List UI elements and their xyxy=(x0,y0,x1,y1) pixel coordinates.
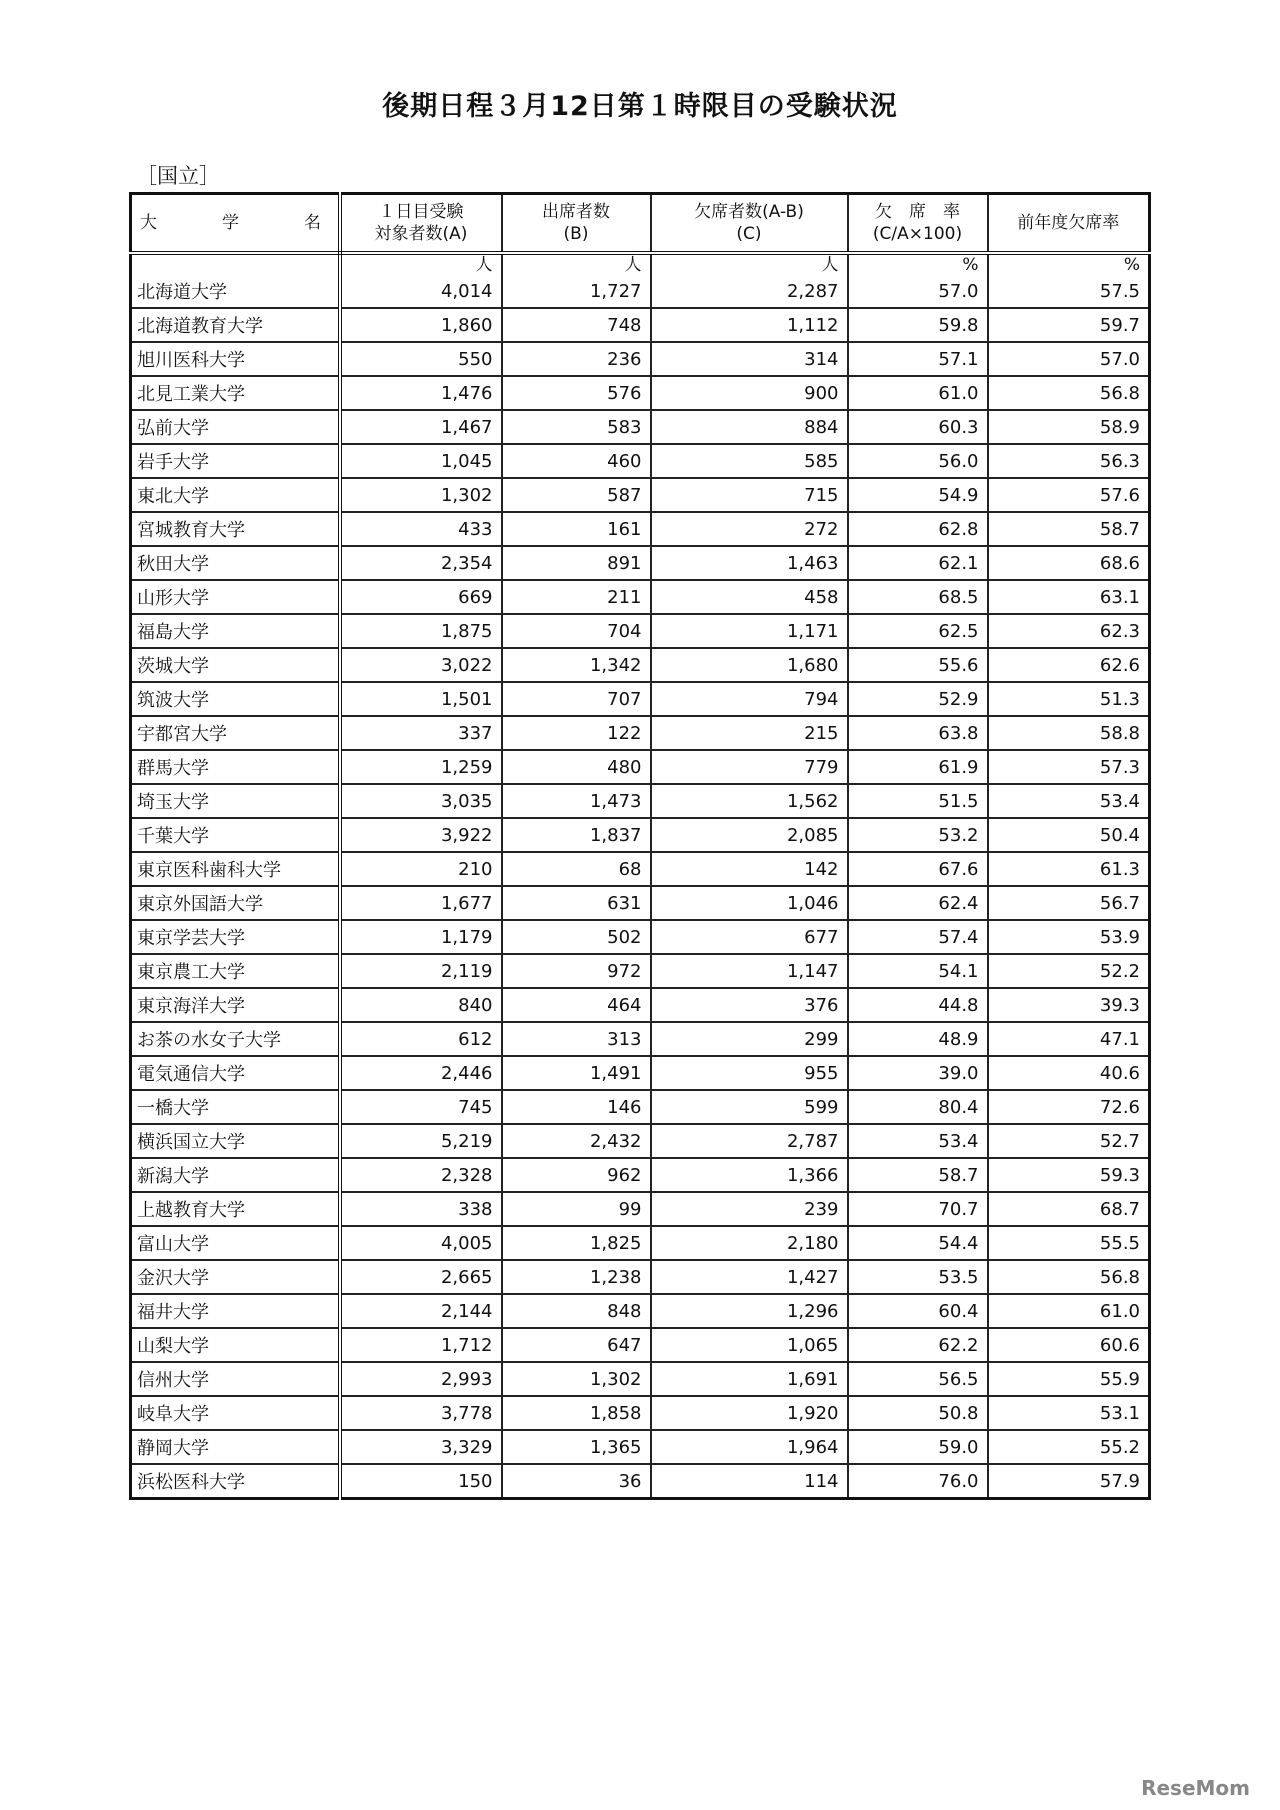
absent-count: 1,366 xyxy=(651,1158,848,1192)
table-row xyxy=(131,275,1150,308)
target-count: 1,501 xyxy=(340,682,502,716)
target-count: 5,219 xyxy=(340,1124,502,1158)
attended-count: 647 xyxy=(502,1328,651,1362)
absent-count: 1,920 xyxy=(651,1396,848,1430)
target-count: 433 xyxy=(340,512,502,546)
target-count: 1,712 xyxy=(340,1328,502,1362)
absence-rate: 62.8 xyxy=(848,512,988,546)
attended-count: 460 xyxy=(502,444,651,478)
page-title: 後期日程３月12日第１時限目の受験状況 xyxy=(382,91,898,122)
attended-count: 464 xyxy=(502,988,651,1022)
target-count: 337 xyxy=(340,716,502,750)
units-row xyxy=(131,253,1150,275)
attended-count: 36 xyxy=(502,1464,651,1499)
col-header-line1: 欠席者数(A-B) xyxy=(694,202,804,222)
attended-count: 1,342 xyxy=(502,648,651,682)
absence-rate: 63.8 xyxy=(848,716,988,750)
table-row xyxy=(131,648,1150,682)
attended-count: 1,365 xyxy=(502,1430,651,1464)
target-count: 745 xyxy=(340,1090,502,1124)
prev-absence-rate: 56.8 xyxy=(988,376,1150,410)
absence-rate: 39.0 xyxy=(848,1056,988,1090)
target-count: 3,922 xyxy=(340,818,502,852)
absent-count: 1,171 xyxy=(651,614,848,648)
table-row xyxy=(131,852,1150,886)
target-count: 1,179 xyxy=(340,920,502,954)
table-row xyxy=(131,444,1150,478)
absence-rate: 70.7 xyxy=(848,1192,988,1226)
unit-cell: 人 xyxy=(340,253,502,275)
prev-absence-rate: 62.3 xyxy=(988,614,1150,648)
prev-absence-rate: 51.3 xyxy=(988,682,1150,716)
absence-rate: 58.7 xyxy=(848,1158,988,1192)
table-row xyxy=(131,410,1150,444)
table-row xyxy=(131,342,1150,376)
absence-rate: 61.0 xyxy=(848,376,988,410)
attended-count: 848 xyxy=(502,1294,651,1328)
attended-count: 313 xyxy=(502,1022,651,1056)
prev-absence-rate: 55.2 xyxy=(988,1430,1150,1464)
section-label: ［国立］ xyxy=(136,164,220,188)
table-row xyxy=(131,682,1150,716)
university-name: 群馬大学 xyxy=(131,750,340,784)
table-row xyxy=(131,1124,1150,1158)
absent-count: 1,680 xyxy=(651,648,848,682)
absence-rate: 61.9 xyxy=(848,750,988,784)
absent-count: 599 xyxy=(651,1090,848,1124)
target-count: 1,677 xyxy=(340,886,502,920)
university-name: 茨城大学 xyxy=(131,648,340,682)
target-count: 2,665 xyxy=(340,1260,502,1294)
attended-count: 576 xyxy=(502,376,651,410)
absence-rate: 53.2 xyxy=(848,818,988,852)
prev-absence-rate: 57.3 xyxy=(988,750,1150,784)
attended-count: 1,491 xyxy=(502,1056,651,1090)
col-header-line2: (C/A×100) xyxy=(872,224,963,244)
university-name: 山形大学 xyxy=(131,580,340,614)
prev-absence-rate: 68.6 xyxy=(988,546,1150,580)
prev-absence-rate: 53.1 xyxy=(988,1396,1150,1430)
university-name: 信州大学 xyxy=(131,1362,340,1396)
absent-count: 955 xyxy=(651,1056,848,1090)
target-count: 550 xyxy=(340,342,502,376)
prev-absence-rate: 56.7 xyxy=(988,886,1150,920)
attended-count: 583 xyxy=(502,410,651,444)
table-row xyxy=(131,1464,1150,1499)
col-header-line2: (B) xyxy=(563,224,589,244)
target-count: 669 xyxy=(340,580,502,614)
attended-count: 99 xyxy=(502,1192,651,1226)
table-row xyxy=(131,308,1150,342)
university-name: 旭川医科大学 xyxy=(131,342,340,376)
attended-count: 1,302 xyxy=(502,1362,651,1396)
target-count: 150 xyxy=(340,1464,502,1499)
prev-absence-rate: 52.7 xyxy=(988,1124,1150,1158)
absent-count: 1,964 xyxy=(651,1430,848,1464)
unit-cell: % xyxy=(848,253,988,275)
university-name: 静岡大学 xyxy=(131,1430,340,1464)
table-row xyxy=(131,1226,1150,1260)
target-count: 3,022 xyxy=(340,648,502,682)
table-row xyxy=(131,1430,1150,1464)
university-name: 宇都宮大学 xyxy=(131,716,340,750)
table-row xyxy=(131,614,1150,648)
university-name: 北見工業大学 xyxy=(131,376,340,410)
attended-count: 587 xyxy=(502,478,651,512)
prev-absence-rate: 59.7 xyxy=(988,308,1150,342)
table-row xyxy=(131,478,1150,512)
absence-rate: 48.9 xyxy=(848,1022,988,1056)
absence-rate: 68.5 xyxy=(848,580,988,614)
prev-absence-rate: 59.3 xyxy=(988,1158,1150,1192)
target-count: 2,144 xyxy=(340,1294,502,1328)
attended-count: 211 xyxy=(502,580,651,614)
target-count: 338 xyxy=(340,1192,502,1226)
col-header-university xyxy=(131,194,345,254)
target-count: 4,014 xyxy=(340,275,502,308)
absent-count: 2,787 xyxy=(651,1124,848,1158)
absence-rate: 44.8 xyxy=(848,988,988,1022)
absence-rate: 54.1 xyxy=(848,954,988,988)
absence-rate: 50.8 xyxy=(848,1396,988,1430)
absent-count: 1,065 xyxy=(651,1328,848,1362)
absent-count: 779 xyxy=(651,750,848,784)
university-name: 横浜国立大学 xyxy=(131,1124,340,1158)
table-row xyxy=(131,376,1150,410)
table-row xyxy=(131,1260,1150,1294)
absence-rate: 62.2 xyxy=(848,1328,988,1362)
unit-cell: 人 xyxy=(502,253,651,275)
target-count: 3,035 xyxy=(340,784,502,818)
university-name: 岩手大学 xyxy=(131,444,340,478)
university-name: 北海道大学 xyxy=(131,275,340,308)
prev-absence-rate: 60.6 xyxy=(988,1328,1150,1362)
col-header-line1: 前年度欠席率 xyxy=(1017,213,1120,233)
attended-count: 161 xyxy=(502,512,651,546)
table-row xyxy=(131,1022,1150,1056)
university-name: 千葉大学 xyxy=(131,818,340,852)
target-count: 2,993 xyxy=(340,1362,502,1396)
attended-count: 146 xyxy=(502,1090,651,1124)
prev-absence-rate: 57.6 xyxy=(988,478,1150,512)
target-count: 2,119 xyxy=(340,954,502,988)
absent-count: 1,691 xyxy=(651,1362,848,1396)
absent-count: 585 xyxy=(651,444,848,478)
attended-count: 1,727 xyxy=(502,275,651,308)
table-row xyxy=(131,1294,1150,1328)
absent-count: 1,147 xyxy=(651,954,848,988)
absent-count: 2,180 xyxy=(651,1226,848,1260)
attended-count: 236 xyxy=(502,342,651,376)
prev-absence-rate: 63.1 xyxy=(988,580,1150,614)
absence-rate: 54.9 xyxy=(848,478,988,512)
attended-count: 707 xyxy=(502,682,651,716)
table-row xyxy=(131,886,1150,920)
absent-count: 272 xyxy=(651,512,848,546)
col-header-absent xyxy=(651,194,848,254)
university-name: 電気通信大学 xyxy=(131,1056,340,1090)
prev-absence-rate: 55.5 xyxy=(988,1226,1150,1260)
target-count: 3,329 xyxy=(340,1430,502,1464)
absent-count: 794 xyxy=(651,682,848,716)
col-header-line1: 欠 席 率 xyxy=(875,202,960,222)
col-header-absence-rate xyxy=(848,194,988,254)
table-row xyxy=(131,1396,1150,1430)
absence-rate: 62.4 xyxy=(848,886,988,920)
absence-rate: 53.5 xyxy=(848,1260,988,1294)
university-name: 東京外国語大学 xyxy=(131,886,340,920)
absent-count: 1,562 xyxy=(651,784,848,818)
university-name: 秋田大学 xyxy=(131,546,340,580)
table-row xyxy=(131,750,1150,784)
absent-count: 239 xyxy=(651,1192,848,1226)
absence-rate: 56.0 xyxy=(848,444,988,478)
resemom-logo: ReseMom xyxy=(1141,1776,1250,1800)
absence-rate: 59.8 xyxy=(848,308,988,342)
table-row xyxy=(131,1362,1150,1396)
university-name: 富山大学 xyxy=(131,1226,340,1260)
university-name: 宮城教育大学 xyxy=(131,512,340,546)
table-row xyxy=(131,920,1150,954)
prev-absence-rate: 55.9 xyxy=(988,1362,1150,1396)
prev-absence-rate: 57.0 xyxy=(988,342,1150,376)
university-name: 東京海洋大学 xyxy=(131,988,340,1022)
target-count: 1,875 xyxy=(340,614,502,648)
target-count: 210 xyxy=(340,852,502,886)
university-name: 浜松医科大学 xyxy=(131,1464,340,1499)
attended-count: 122 xyxy=(502,716,651,750)
attended-count: 2,432 xyxy=(502,1124,651,1158)
absent-count: 299 xyxy=(651,1022,848,1056)
target-count: 1,045 xyxy=(340,444,502,478)
university-name: 弘前大学 xyxy=(131,410,340,444)
target-count: 1,860 xyxy=(340,308,502,342)
prev-absence-rate: 62.6 xyxy=(988,648,1150,682)
table-row xyxy=(131,546,1150,580)
table-row xyxy=(131,784,1150,818)
target-count: 2,328 xyxy=(340,1158,502,1192)
absence-rate: 53.4 xyxy=(848,1124,988,1158)
absence-rate: 57.1 xyxy=(848,342,988,376)
absent-count: 715 xyxy=(651,478,848,512)
prev-absence-rate: 40.6 xyxy=(988,1056,1150,1090)
university-name: 一橋大学 xyxy=(131,1090,340,1124)
absence-rate: 51.5 xyxy=(848,784,988,818)
absence-rate: 56.5 xyxy=(848,1362,988,1396)
absence-rate: 57.0 xyxy=(848,275,988,308)
table-row xyxy=(131,954,1150,988)
university-name: お茶の水女子大学 xyxy=(131,1022,340,1056)
prev-absence-rate: 58.7 xyxy=(988,512,1150,546)
absence-rate: 80.4 xyxy=(848,1090,988,1124)
col-header-text: 大 学 名 xyxy=(140,213,345,233)
prev-absence-rate: 61.0 xyxy=(988,1294,1150,1328)
attended-count: 502 xyxy=(502,920,651,954)
absent-count: 1,112 xyxy=(651,308,848,342)
target-count: 1,259 xyxy=(340,750,502,784)
absence-rate: 59.0 xyxy=(848,1430,988,1464)
university-name: 東京医科歯科大学 xyxy=(131,852,340,886)
attended-count: 68 xyxy=(502,852,651,886)
absent-count: 2,287 xyxy=(651,275,848,308)
table-row xyxy=(131,1328,1150,1362)
attended-count: 972 xyxy=(502,954,651,988)
attended-count: 704 xyxy=(502,614,651,648)
attended-count: 1,238 xyxy=(502,1260,651,1294)
absent-count: 1,463 xyxy=(651,546,848,580)
absent-count: 2,085 xyxy=(651,818,848,852)
absent-count: 1,296 xyxy=(651,1294,848,1328)
attended-count: 1,825 xyxy=(502,1226,651,1260)
absent-count: 215 xyxy=(651,716,848,750)
absence-rate: 52.9 xyxy=(848,682,988,716)
attended-count: 748 xyxy=(502,308,651,342)
university-name: 東京学芸大学 xyxy=(131,920,340,954)
absent-count: 142 xyxy=(651,852,848,886)
table-row xyxy=(131,1090,1150,1124)
prev-absence-rate: 50.4 xyxy=(988,818,1150,852)
col-header-attended xyxy=(502,194,651,254)
absent-count: 900 xyxy=(651,376,848,410)
prev-absence-rate: 61.3 xyxy=(988,852,1150,886)
prev-absence-rate: 57.5 xyxy=(988,275,1150,308)
attended-count: 962 xyxy=(502,1158,651,1192)
prev-absence-rate: 56.8 xyxy=(988,1260,1150,1294)
university-name: 東京農工大学 xyxy=(131,954,340,988)
prev-absence-rate: 53.4 xyxy=(988,784,1150,818)
absent-count: 1,427 xyxy=(651,1260,848,1294)
prev-absence-rate: 58.8 xyxy=(988,716,1150,750)
table-row xyxy=(131,716,1150,750)
table-row xyxy=(131,1192,1150,1226)
col-header-line2: (C) xyxy=(736,224,762,244)
table-row xyxy=(131,818,1150,852)
target-count: 2,446 xyxy=(340,1056,502,1090)
absence-rate: 67.6 xyxy=(848,852,988,886)
absent-count: 314 xyxy=(651,342,848,376)
attended-count: 480 xyxy=(502,750,651,784)
target-count: 1,467 xyxy=(340,410,502,444)
col-header-target xyxy=(340,194,502,254)
table-row xyxy=(131,988,1150,1022)
attended-count: 631 xyxy=(502,886,651,920)
absence-rate: 60.4 xyxy=(848,1294,988,1328)
target-count: 1,302 xyxy=(340,478,502,512)
absent-count: 458 xyxy=(651,580,848,614)
prev-absence-rate: 47.1 xyxy=(988,1022,1150,1056)
attended-count: 891 xyxy=(502,546,651,580)
unit-cell xyxy=(131,253,340,275)
unit-cell: 人 xyxy=(651,253,848,275)
prev-absence-rate: 56.3 xyxy=(988,444,1150,478)
target-count: 4,005 xyxy=(340,1226,502,1260)
university-name: 上越教育大学 xyxy=(131,1192,340,1226)
university-name: 岐阜大学 xyxy=(131,1396,340,1430)
absence-rate: 54.4 xyxy=(848,1226,988,1260)
absence-rate: 62.1 xyxy=(848,546,988,580)
target-count: 840 xyxy=(340,988,502,1022)
unit-cell: % xyxy=(988,253,1150,275)
university-name: 北海道教育大学 xyxy=(131,308,340,342)
attended-count: 1,837 xyxy=(502,818,651,852)
absent-count: 114 xyxy=(651,1464,848,1499)
prev-absence-rate: 53.9 xyxy=(988,920,1150,954)
university-name: 東北大学 xyxy=(131,478,340,512)
col-header-prev-rate xyxy=(988,194,1150,254)
absent-count: 884 xyxy=(651,410,848,444)
prev-absence-rate: 58.9 xyxy=(988,410,1150,444)
university-name: 埼玉大学 xyxy=(131,784,340,818)
prev-absence-rate: 72.6 xyxy=(988,1090,1150,1124)
absent-count: 1,046 xyxy=(651,886,848,920)
table-row xyxy=(131,512,1150,546)
university-name: 筑波大学 xyxy=(131,682,340,716)
target-count: 1,476 xyxy=(340,376,502,410)
table-row xyxy=(131,1158,1150,1192)
absence-rate: 76.0 xyxy=(848,1464,988,1499)
col-header-line2: 対象者数(A) xyxy=(374,224,468,244)
university-name: 福島大学 xyxy=(131,614,340,648)
university-name: 山梨大学 xyxy=(131,1328,340,1362)
prev-absence-rate: 52.2 xyxy=(988,954,1150,988)
attended-count: 1,858 xyxy=(502,1396,651,1430)
absence-rate: 57.4 xyxy=(848,920,988,954)
prev-absence-rate: 68.7 xyxy=(988,1192,1150,1226)
absent-count: 677 xyxy=(651,920,848,954)
exam-status-table xyxy=(129,192,1151,1500)
absent-count: 376 xyxy=(651,988,848,1022)
attended-count: 1,473 xyxy=(502,784,651,818)
col-header-line1: 出席者数 xyxy=(542,202,610,222)
target-count: 3,778 xyxy=(340,1396,502,1430)
table-row xyxy=(131,1056,1150,1090)
col-header-line1: １日目受験 xyxy=(378,202,464,222)
table-row xyxy=(131,580,1150,614)
university-name: 新潟大学 xyxy=(131,1158,340,1192)
absence-rate: 55.6 xyxy=(848,648,988,682)
absence-rate: 62.5 xyxy=(848,614,988,648)
target-count: 2,354 xyxy=(340,546,502,580)
university-name: 福井大学 xyxy=(131,1294,340,1328)
prev-absence-rate: 39.3 xyxy=(988,988,1150,1022)
target-count: 612 xyxy=(340,1022,502,1056)
university-name: 金沢大学 xyxy=(131,1260,340,1294)
absence-rate: 60.3 xyxy=(848,410,988,444)
header-row xyxy=(131,194,1150,254)
prev-absence-rate: 57.9 xyxy=(988,1464,1150,1499)
